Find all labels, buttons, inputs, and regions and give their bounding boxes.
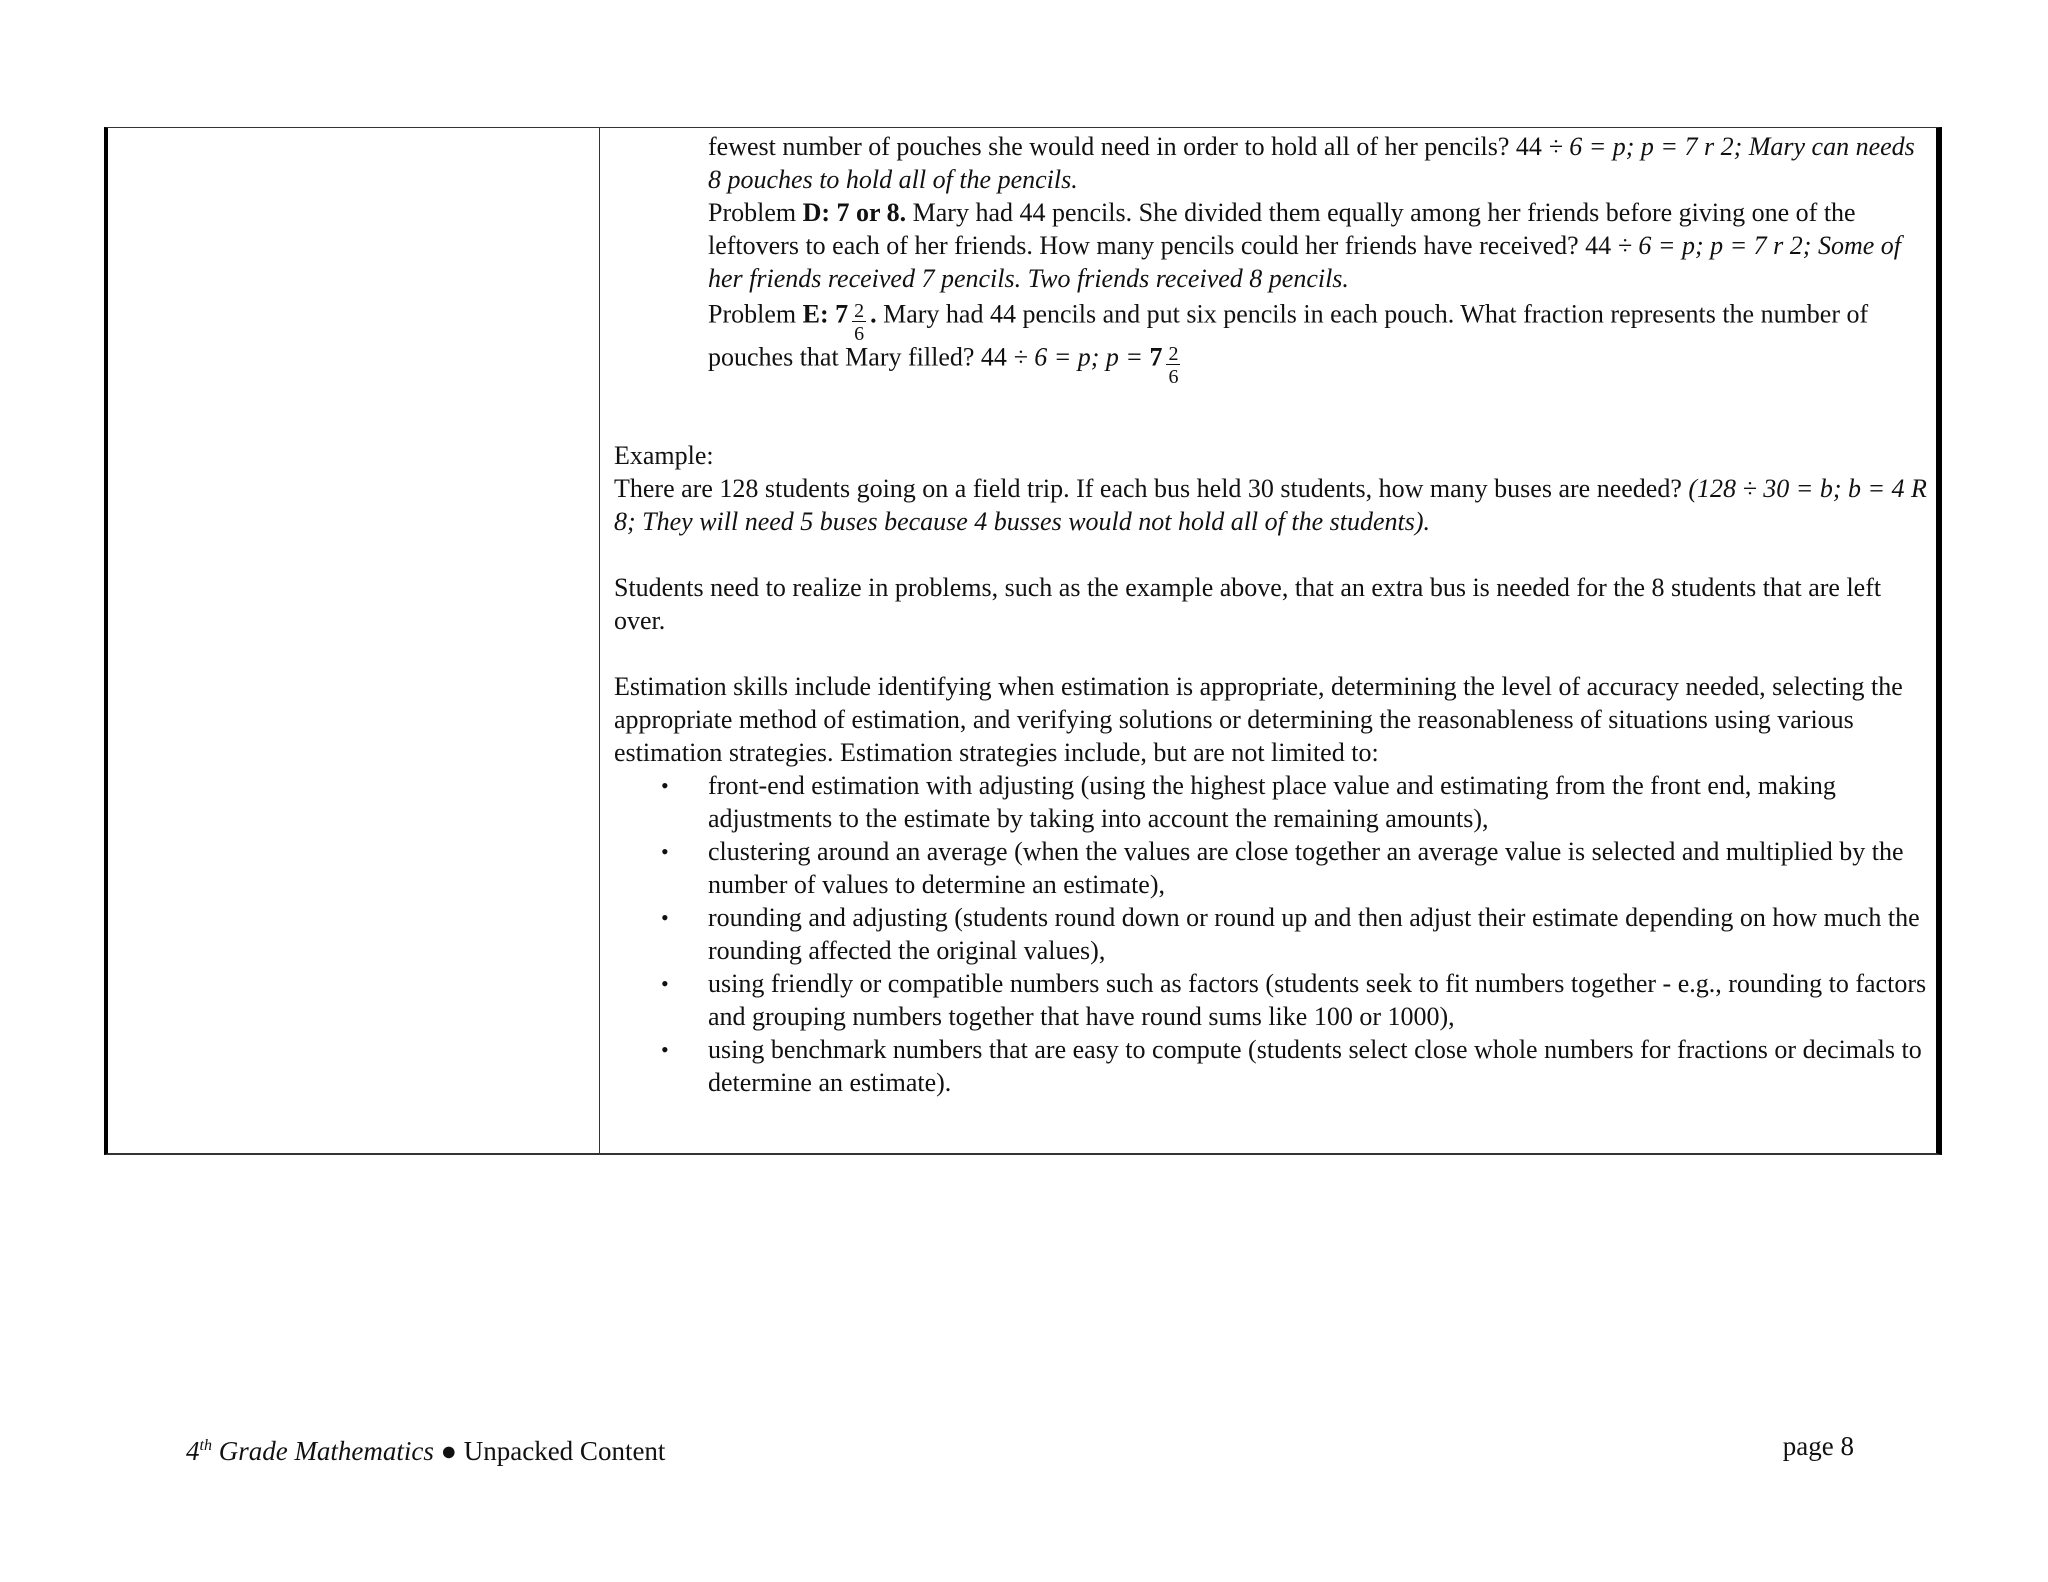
grade-suffix: th bbox=[199, 1437, 212, 1454]
problem-c-answer: ÷ 6 = p; p = 7 r 2; Mary can needs 8 pouches to hold all of the pencils. bbox=[708, 132, 1915, 194]
fraction-denominator: 6 bbox=[854, 323, 865, 345]
fraction-numerator: 2 bbox=[1168, 343, 1179, 365]
strategy-text: rounding and adjusting (students round down or round up and then adjust their estimate depending on how much the rounding affected the original values), bbox=[708, 903, 1920, 965]
column-divider bbox=[599, 127, 600, 1155]
list-item bbox=[614, 967, 1930, 1033]
example-problem bbox=[614, 472, 1930, 538]
problem-e-fraction bbox=[852, 301, 866, 344]
right-column-cell bbox=[614, 130, 1930, 1099]
problem-e-prefix: Problem bbox=[708, 299, 803, 329]
fraction-numerator: 2 bbox=[854, 300, 865, 322]
problem-e-label: E: 7 bbox=[802, 299, 849, 329]
example-answer: (128 ÷ 30 = b; b = 4 R 8; They will need 5 buses because 4 busses would not hold all of the students). bbox=[614, 474, 1927, 536]
grade-title: Grade Mathematics bbox=[211, 1436, 434, 1466]
bullet: • bbox=[661, 905, 669, 930]
realize-paragraph: Students need to realize in problems, such as the example above, that an extra bus is needed for the 8 students that are left over. bbox=[614, 573, 1882, 635]
problem-e-answer: ÷ 6 = p; p = bbox=[1013, 342, 1150, 372]
list-item bbox=[614, 835, 1930, 901]
example-label: Example: bbox=[614, 441, 714, 470]
spacer bbox=[614, 381, 1930, 439]
bullet: • bbox=[661, 839, 669, 864]
problem-e-label-dot: . bbox=[870, 299, 877, 329]
strategy-text: front-end estimation with adjusting (using the highest place value and estimating from the front end, making adjustments to the estimate by taking into account the remaining amounts), bbox=[708, 771, 1836, 833]
problem-d bbox=[708, 196, 1930, 295]
problem-c-question: fewest number of pouches she would need in order to hold all of her pencils? 44 bbox=[708, 132, 1549, 161]
problem-e-answer-whole: 7 bbox=[1149, 342, 1163, 372]
fraction-denominator: 6 bbox=[1168, 366, 1179, 388]
footer-subtitle: Unpacked Content bbox=[463, 1436, 666, 1466]
page-number: page 8 bbox=[1782, 1431, 1854, 1461]
bullet: • bbox=[661, 773, 669, 798]
footer-title bbox=[186, 1429, 665, 1468]
problem-d-prefix: Problem bbox=[708, 198, 803, 227]
estimation-paragraph: Estimation skills include identifying when estimation is appropriate, determining the level of accuracy needed, selecting the appropriate method of estimation, and verifying solutions or determining the reasonableness of situations using various estimation strategies. Estimation strategies include, but are not limited to: bbox=[614, 672, 1903, 767]
strategy-text: using friendly or compatible numbers such as factors (students seek to fit numbers together - e.g., rounding to factors and grouping numbers together that have round sums like 100 or 1000), bbox=[708, 969, 1927, 1031]
problem-d-question: Mary had 44 pencils. She divided them equally among her friends before giving one of the leftovers to each of her friends. How many pencils could her friends have received? 44 bbox=[708, 198, 1856, 260]
problem-e bbox=[708, 295, 1930, 388]
example-question: There are 128 students going on a field trip. If each bus held 30 students, how many buses are needed? bbox=[614, 474, 1689, 503]
strategy-list bbox=[614, 769, 1930, 1099]
strategy-text: using benchmark numbers that are easy to compute (students select close whole numbers for fractions or decimals to determine an estimate). bbox=[708, 1035, 1922, 1097]
problem-c-continuation bbox=[708, 130, 1930, 388]
spacer bbox=[614, 538, 1930, 571]
spacer bbox=[614, 637, 1930, 670]
strategy-text: clustering around an average (when the values are close together an average value is selected and multiplied by the number of values to determine an estimate), bbox=[708, 837, 1904, 899]
list-item bbox=[614, 769, 1930, 835]
grade-number: 4 bbox=[186, 1436, 200, 1466]
problem-c-text bbox=[708, 130, 1930, 196]
list-item bbox=[614, 901, 1930, 967]
problem-e-question: Mary had 44 pencils and put six pencils in each pouch. What fraction represents the number of pouches that Mary filled? 44 bbox=[708, 299, 1869, 372]
bullet: • bbox=[661, 1037, 669, 1062]
problem-e-answer-fraction bbox=[1166, 344, 1180, 387]
footer-separator: ● bbox=[433, 1436, 464, 1466]
bullet: • bbox=[661, 971, 669, 996]
problem-d-answer: ÷ 6 = p; p = 7 r 2; Some of her friends received 7 pencils. Two friends received 8 pencils. bbox=[708, 231, 1901, 293]
problem-d-label: D: 7 or 8. bbox=[802, 198, 907, 227]
list-item bbox=[614, 1033, 1930, 1099]
